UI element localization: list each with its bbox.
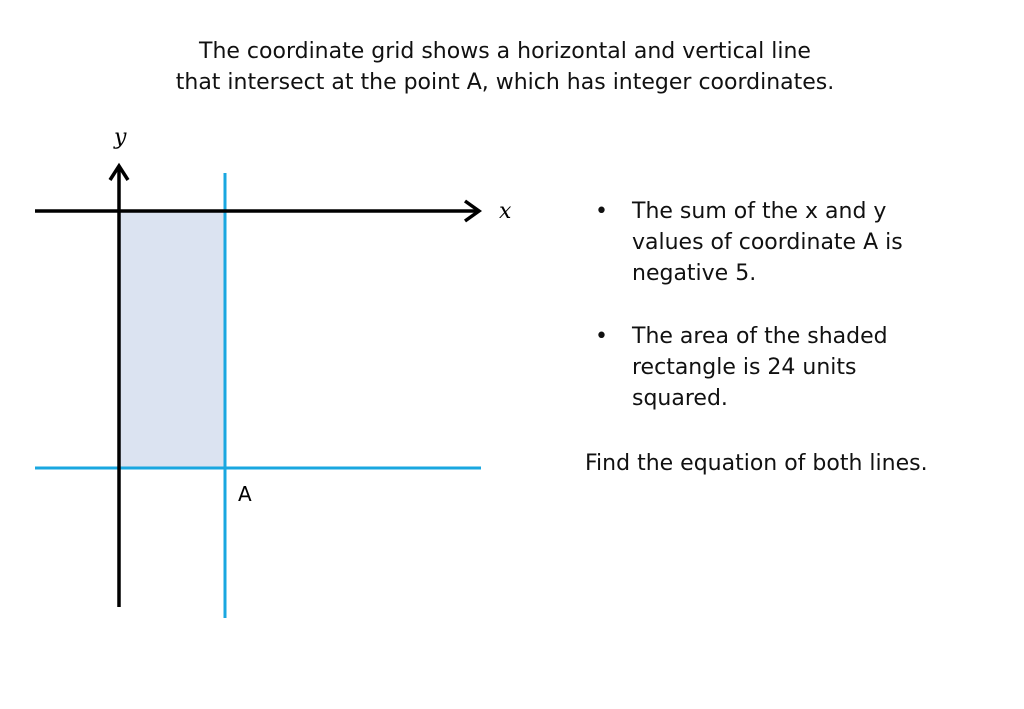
fact-text: The sum of the x and y values of coordinate A is negative 5. [632,199,903,286]
facts-panel [585,196,1005,479]
problem-statement-line-2: that intersect at the point A, which has integer coordinates. [175,70,835,95]
point-a-label: A [238,482,252,506]
bullet-icon: • [595,199,608,224]
y-axis-label: y [114,125,127,150]
shaded-rectangle [120,211,225,468]
fact-item [585,321,932,414]
fact-text: The area of the shaded rectangle is 24 units squared. [632,324,888,411]
fact-item [585,196,932,289]
problem-statement-line-1: The coordinate grid shows a horizontal and vertical line [199,39,811,64]
question-text: Find the equation of both lines. [585,451,928,476]
bullet-icon: • [595,324,608,349]
x-axis-label: x [499,199,512,224]
